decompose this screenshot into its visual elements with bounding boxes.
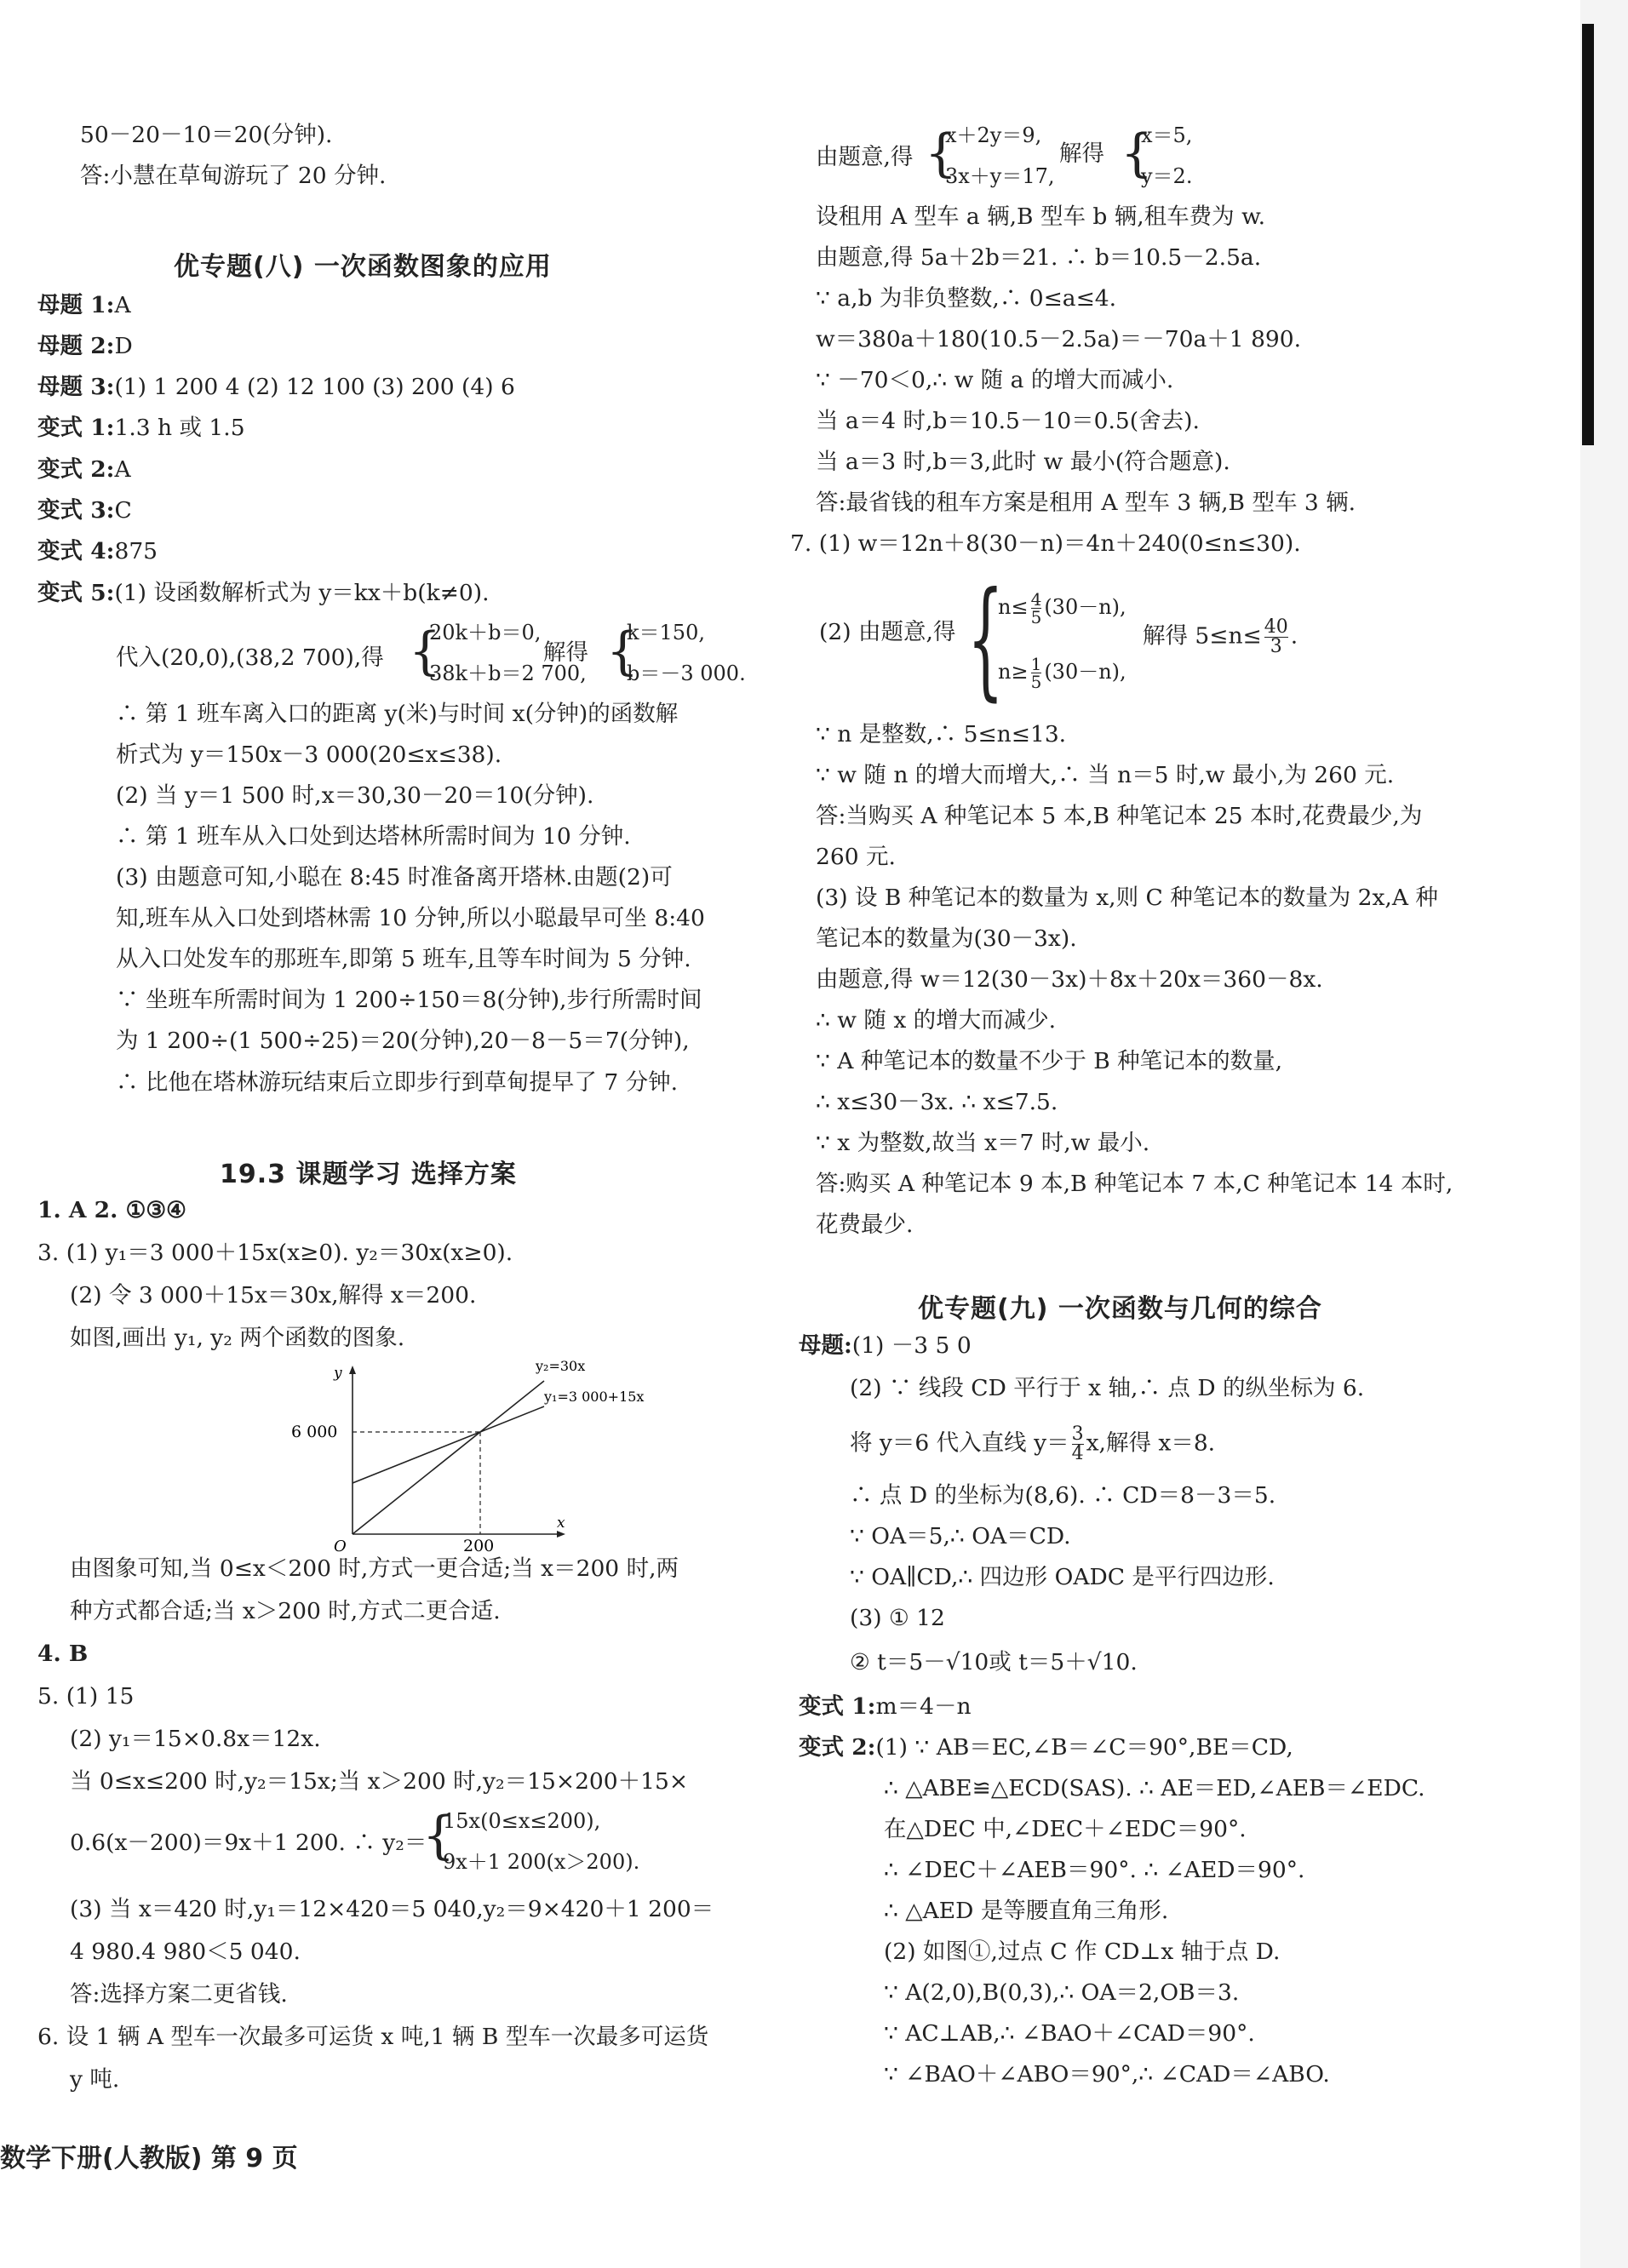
text-line: 当 a＝4 时,b＝10.5－10＝0.5(舍去). bbox=[816, 408, 1200, 434]
answer-line: 母题 1:A bbox=[37, 292, 131, 318]
origin-label: O bbox=[334, 1538, 347, 1555]
text-line: 笔记本的数量为(30－3x). bbox=[816, 925, 1077, 952]
text-line: ∵ n 是整数,∴ 5≤n≤13. bbox=[816, 721, 1067, 747]
equation-prefix: 由题意,得 bbox=[816, 144, 914, 170]
series-label: y₁=3 000+15x bbox=[544, 1389, 645, 1405]
answer-line: 变式 3:C bbox=[37, 497, 132, 524]
text-line: ∵ －70＜0,∴ w 随 a 的增大而减小. bbox=[816, 367, 1174, 393]
series-line bbox=[353, 1381, 544, 1534]
text-line: (3) 当 x＝420 时,y₁＝12×420＝5 040,y₂＝9×420＋1 200＝ bbox=[70, 1896, 714, 1922]
text-line: 答:小慧在草甸游玩了 20 分钟. bbox=[80, 163, 387, 189]
equation: b＝－3 000. bbox=[627, 662, 746, 685]
text-line: ∵ x 为整数,故当 x＝7 时,w 最小. bbox=[816, 1130, 1150, 1156]
equation: 38k＋b＝2 700, bbox=[429, 662, 587, 685]
text-line: 5. (1) 15 bbox=[37, 1683, 135, 1710]
equation: 3x＋y＝17, bbox=[945, 164, 1055, 188]
equation: x＝5, bbox=[1141, 123, 1193, 147]
answer-line: 母题:(1) －3 5 0 bbox=[799, 1332, 972, 1359]
text-line: w＝380a＋180(10.5－2.5a)＝－70a＋1 890. bbox=[816, 326, 1302, 352]
x-tick-label: 200 bbox=[463, 1537, 495, 1555]
equation-prefix: 0.6(x－200)＝9x＋1 200. ∴ y₂＝ bbox=[70, 1830, 427, 1856]
x-axis-arrow bbox=[557, 1531, 565, 1538]
brace: { bbox=[606, 621, 639, 681]
section-title: 19.3 课题学习 选择方案 bbox=[220, 1160, 517, 1189]
equation-mid: 解得 bbox=[543, 639, 588, 666]
page-footer: 数学下册(人教版) 第 9 页 bbox=[0, 2144, 298, 2174]
answer-line: 变式 5:(1) 设函数解析式为 y＝kx＋b(k≠0). bbox=[37, 580, 490, 606]
text-line: 如图,画出 y₁, y₂ 两个函数的图象. bbox=[70, 1325, 405, 1351]
function-graph bbox=[291, 1358, 645, 1568]
answer-line: 变式 2:A bbox=[37, 456, 131, 483]
answer-line: 变式 1:1.3 h 或 1.5 bbox=[37, 415, 245, 441]
text-line: y 吨. bbox=[70, 2066, 120, 2093]
equation: 9x＋1 200(x＞200). bbox=[443, 1850, 640, 1874]
answer-line: 4. B bbox=[37, 1641, 89, 1667]
equation: x＋2y＝9, bbox=[945, 123, 1042, 147]
text-line: ∴ △AED 是等腰直角三角形. bbox=[884, 1898, 1169, 1924]
text-line: (3) 由题意可知,小聪在 8:45 时准备离开塔林.由题(2)可 bbox=[116, 864, 673, 891]
equation: k＝150, bbox=[627, 621, 705, 644]
text-line: 花费最少. bbox=[816, 1211, 914, 1238]
brace: { bbox=[1121, 123, 1154, 183]
text-line: (2) y₁＝15×0.8x＝12x. bbox=[70, 1726, 321, 1752]
text-line: ∴ 第 1 班车从入口处到达塔林所需时间为 10 分钟. bbox=[116, 823, 631, 850]
text-line: 7. (1) w＝12n＋8(30－n)＝4n＋240(0≤n≤30). bbox=[790, 530, 1301, 557]
equation-prefix: 代入(20,0),(38,2 700),得 bbox=[116, 644, 384, 671]
binding-mark bbox=[1582, 24, 1594, 445]
series-line bbox=[353, 1406, 544, 1483]
text-line: ∵ ∠BAO＋∠ABO＝90°,∴ ∠CAD＝∠ABO. bbox=[884, 2061, 1330, 2088]
text-line: (2) 如图①,过点 C 作 CD⊥x 轴于点 D. bbox=[884, 1939, 1281, 1965]
answer-line: 1. A 2. ①③④ bbox=[37, 1197, 186, 1223]
text-line: 答:当购买 A 种笔记本 5 本,B 种笔记本 25 本时,花费最少,为 bbox=[816, 803, 1423, 829]
text-line: 3. (1) y₁＝3 000＋15x(x≥0). y₂＝30x(x≥0). bbox=[37, 1240, 513, 1266]
text-line: ∵ A(2,0),B(0,3),∴ OA＝2,OB＝3. bbox=[884, 1979, 1240, 2006]
text-line: ∴ 比他在塔林游玩结束后立即步行到草甸提早了 7 分钟. bbox=[116, 1069, 679, 1096]
text-line: 6. 设 1 辆 A 型车一次最多可运货 x 吨,1 辆 B 型车一次最多可运货 bbox=[37, 2024, 709, 2050]
text-line: (2) ∵ 线段 CD 平行于 x 轴,∴ 点 D 的纵坐标为 6. bbox=[850, 1375, 1365, 1401]
text-line: ∵ OA＝5,∴ OA＝CD. bbox=[850, 1523, 1071, 1549]
answer-line: 变式 4:875 bbox=[37, 538, 158, 564]
text-line: ∵ AC⊥AB,∴ ∠BAO＋∠CAD＝90°. bbox=[884, 2020, 1255, 2047]
text-line: ∴ ∠DEC＋∠AEB＝90°. ∴ ∠AED＝90°. bbox=[884, 1857, 1305, 1883]
text-line: 析式为 y＝150x－3 000(20≤x≤38). bbox=[116, 742, 502, 768]
text-line: ∴ x≤30－3x. ∴ x≤7.5. bbox=[816, 1089, 1058, 1115]
text-line: 当 0≤x≤200 时,y₂＝15x;当 x＞200 时,y₂＝15×200＋15× bbox=[70, 1768, 689, 1795]
text-line: 4 980.4 980＜5 040. bbox=[70, 1939, 301, 1965]
y-axis-label: y bbox=[334, 1365, 342, 1382]
answer-line: 变式 2:(1) ∵ AB＝EC,∠B＝∠C＝90°,BE＝CD, bbox=[799, 1734, 1293, 1761]
brace: { bbox=[925, 123, 958, 183]
text-line: ∵ a,b 为非负整数,∴ 0≤a≤4. bbox=[816, 285, 1117, 312]
text-line: ∴ w 随 x 的增大而减少. bbox=[816, 1007, 1057, 1034]
text-line: ∵ w 随 n 的增大而增大,∴ 当 n＝5 时,w 最小,为 260 元. bbox=[816, 762, 1395, 788]
section-title: 优专题(八) 一次函数图象的应用 bbox=[174, 252, 552, 282]
text-line: 当 a＝3 时,b＝3,此时 w 最小(符合题意). bbox=[816, 449, 1230, 475]
text-line: 设租用 A 型车 a 辆,B 型车 b 辆,租车费为 w. bbox=[816, 203, 1266, 230]
text-line: 为 1 200÷(1 500÷25)＝20(分钟),20－8－5＝7(分钟), bbox=[116, 1028, 690, 1054]
text-line: ∵ 坐班车所需时间为 1 200÷150＝8(分钟),步行所需时间 bbox=[116, 987, 702, 1013]
text-line: 知,班车从入口处到塔林需 10 分钟,所以小聪最早可坐 8:40 bbox=[116, 905, 705, 931]
answer-line: 变式 1:m＝4－n bbox=[799, 1693, 972, 1720]
text-line: ② t＝5－√10或 t＝5＋√10. bbox=[850, 1649, 1138, 1675]
y-tick-label: 6 000 bbox=[291, 1423, 338, 1441]
text-line: ∵ OA∥CD,∴ 四边形 OADC 是平行四边形. bbox=[850, 1564, 1275, 1590]
text-line: 答:最省钱的租车方案是租用 A 型车 3 辆,B 型车 3 辆. bbox=[816, 490, 1356, 516]
series-label: y₂=30x bbox=[536, 1358, 586, 1374]
text-line: 从入口处发车的那班车,即第 5 班车,且等车时间为 5 分钟. bbox=[116, 946, 691, 972]
text-line: 260 元. bbox=[816, 844, 896, 870]
equation: 15x(0≤x≤200), bbox=[443, 1809, 601, 1833]
equation: 20k＋b＝0, bbox=[429, 621, 542, 644]
y-axis-arrow bbox=[349, 1366, 356, 1374]
text-line: ∴ 第 1 班车离入口的距离 y(米)与时间 x(分钟)的函数解 bbox=[116, 701, 679, 727]
answer-line: 母题 2:D bbox=[37, 333, 133, 359]
brace: { bbox=[967, 565, 1004, 713]
text-line: ∴ △ABE≌△ECD(SAS). ∴ AE＝ED,∠AEB＝∠EDC. bbox=[884, 1775, 1425, 1801]
equation-prefix: (2) 由题意,得 bbox=[819, 619, 956, 645]
text-line: 答:选择方案二更省钱. bbox=[70, 1981, 288, 2007]
text-line: 由图象可知,当 0≤x＜200 时,方式一更合适;当 x＝200 时,两 bbox=[70, 1555, 679, 1582]
equation: 将 y＝6 代入直线 y＝ $\frac{3}{4}$ x,解得 x＝8. bbox=[850, 1423, 1216, 1464]
text-line: (3) 设 B 种笔记本的数量为 x,则 C 种笔记本的数量为 2x,A 种 bbox=[816, 885, 1438, 911]
x-axis-label: x bbox=[557, 1515, 565, 1532]
text-line: 在△DEC 中,∠DEC＋∠EDC＝90°. bbox=[884, 1816, 1247, 1842]
section-title: 优专题(九) 一次函数与几何的综合 bbox=[918, 1294, 1322, 1324]
equation-mid: 解得 bbox=[1059, 140, 1104, 167]
equation: n≥ $\frac{1}{5}$ (30－n), bbox=[998, 654, 1126, 692]
text-line: (3) ① 12 bbox=[850, 1605, 945, 1631]
text-line: (2) 当 y＝1 500 时,x＝30,30－20＝10(分钟). bbox=[116, 782, 594, 809]
text-line: 答:购买 A 种笔记本 9 本,B 种笔记本 7 本,C 种笔记本 14 本时, bbox=[816, 1171, 1453, 1197]
text-line: 50－20－10＝20(分钟). bbox=[80, 122, 333, 148]
equation: 解得 5≤n≤ $\frac{40}{3}$ . bbox=[1143, 616, 1298, 657]
answer-line: 母题 3:(1) 1 200 4 (2) 12 100 (3) 200 (4) 6 bbox=[37, 374, 515, 400]
brace: { bbox=[422, 1806, 456, 1865]
text-line: 由题意,得 5a＋2b＝21. ∴ b＝10.5－2.5a. bbox=[816, 244, 1262, 271]
text-line: ∴ 点 D 的坐标为(8,6). ∴ CD＝8－3＝5. bbox=[850, 1482, 1276, 1509]
text-line: ∵ A 种笔记本的数量不少于 B 种笔记本的数量, bbox=[816, 1048, 1283, 1074]
text-line: (2) 令 3 000＋15x＝30x,解得 x＝200. bbox=[70, 1282, 477, 1309]
brace: { bbox=[409, 621, 442, 681]
text-line: 种方式都合适;当 x＞200 时,方式二更合适. bbox=[70, 1598, 501, 1624]
text-line: 由题意,得 w＝12(30－3x)＋8x＋20x＝360－8x. bbox=[816, 966, 1323, 993]
equation: y＝2. bbox=[1141, 164, 1193, 188]
equation: n≤ $\frac{4}{5}$ (30－n), bbox=[998, 589, 1126, 627]
